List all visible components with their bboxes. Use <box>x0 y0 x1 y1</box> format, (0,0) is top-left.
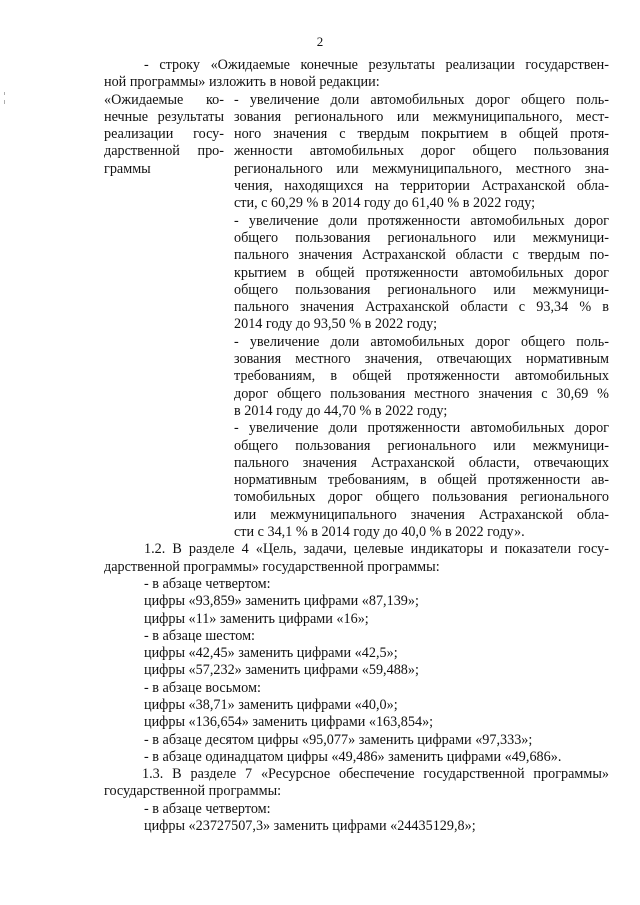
scan-mark <box>4 92 5 95</box>
table-right-line: общего пользования регионального или межмуници- <box>234 437 609 454</box>
intro-line: ной программы» изложить в новой редакции: <box>104 74 380 91</box>
table-right-line: дорог общего пользования местного значения с 30,69 % <box>234 385 609 402</box>
scan-mark <box>4 100 5 104</box>
table-right-line: - увеличение доли протяженности автомобильных дорог <box>234 420 609 437</box>
table-right-line: пального значения Астраханской области с твердым по- <box>234 247 609 264</box>
page-number: 2 <box>316 34 324 49</box>
document-body <box>104 57 609 835</box>
list-item: - в абзаце четвертом: <box>144 575 271 592</box>
list-item: - в абзаце десятом цифры «95,077» заменить цифрами «97,333»; <box>144 731 533 748</box>
table-right-line: общего пользования регионального или межмуници- <box>234 229 609 246</box>
table-right-line: - увеличение доли автомобильных дорог общего поль- <box>234 91 609 108</box>
table-right-line: - увеличение доли протяженности автомобильных дорог <box>234 212 609 229</box>
list-item: - в абзаце одинадцатом цифры «49,486» заменить цифрами «49,686». <box>144 748 562 765</box>
table-left-line: реализации госу- <box>104 126 224 143</box>
list-item: - в абзаце четвертом: <box>144 800 271 817</box>
section-1-2-heading: дарственной программы» государственной программы: <box>104 558 440 575</box>
table-right-line: ного значения с твердым покрытием в общей протя- <box>234 126 609 143</box>
list-item: цифры «93,859» заменить цифрами «87,139»; <box>144 593 419 610</box>
list-item: цифры «42,45» заменить цифрами «42,5»; <box>144 645 398 662</box>
table-right-line: зования местного значения, отвечающих нормативным <box>234 351 609 368</box>
list-item: цифры «23727507,3» заменить цифрами «24435129,8»; <box>144 818 476 835</box>
list-item: цифры «38,71» заменить цифрами «40,0»; <box>144 696 398 713</box>
table-left-line: дарственной про- <box>104 143 224 160</box>
list-item: цифры «57,232» заменить цифрами «59,488»; <box>144 662 419 679</box>
table-right-line: сти, с 60,29 % в 2014 году до 61,40 % в 2022 году; <box>234 195 536 212</box>
list-item: - в абзаце восьмом: <box>144 679 261 696</box>
table-right-line: нормативным требованиям, в общей протяженности ав- <box>234 472 609 489</box>
list-item: цифры «11» заменить цифрами «16»; <box>144 610 369 627</box>
results-table <box>104 92 609 542</box>
table-right-line: - увеличение доли автомобильных дорог общего поль- <box>234 333 609 350</box>
table-right-line: зования регионального или межмуниципального, мест- <box>234 108 609 125</box>
table-right-line: 2014 году до 93,50 % в 2022 году; <box>234 316 438 333</box>
table-right-line: общего пользования регионального или межмуници- <box>234 281 609 298</box>
table-right-line: пального значения Астраханской области, отвечающих <box>234 454 609 471</box>
intro-line: - строку «Ожидаемые конечные результаты реализации государствен- <box>144 57 609 73</box>
table-right-line: требованиям, в общей протяженности автомобильных <box>234 368 609 385</box>
table-right-line: пального значения Астраханской области с 93,34 % в <box>234 299 609 316</box>
list-item: - в абзаце шестом: <box>144 627 255 644</box>
table-left-line: граммы <box>104 160 151 177</box>
table-right-line: чения, находящихся на территории Астраханской обла- <box>234 178 609 195</box>
table-right-line: крытием в общей протяженности автомобильных дорог <box>234 264 609 281</box>
table-left-column <box>104 92 234 178</box>
table-left-line: нечные результаты <box>104 108 224 125</box>
table-right-line: регионального или межмуниципального, местного зна- <box>234 160 609 177</box>
table-left-line: «Ожидаемые ко- <box>104 91 224 108</box>
section-1-2-heading: 1.2. В разделе 4 «Цель, задачи, целевые индикаторы и показатели госу- <box>144 541 609 558</box>
table-right-line: сти с 34,1 % в 2014 году до 40,0 % в 2022 году». <box>234 524 525 541</box>
table-right-column <box>234 92 609 542</box>
section-1-3-heading: государственной программы: <box>104 783 282 800</box>
table-right-line: женности автомобильных дорог общего пользования <box>234 143 609 160</box>
section-1-3-heading: 1.3. В разделе 7 «Ресурсное обеспечение государственной программы» <box>142 766 609 783</box>
table-right-line: томобильных дорог общего пользования регионального <box>234 489 609 506</box>
table-right-line: в 2014 году до 44,70 % в 2022 году; <box>234 402 448 419</box>
list-item: цифры «136,654» заменить цифрами «163,854»; <box>144 714 434 731</box>
table-right-line: или межмуниципального значения Астраханской обла- <box>234 506 609 523</box>
